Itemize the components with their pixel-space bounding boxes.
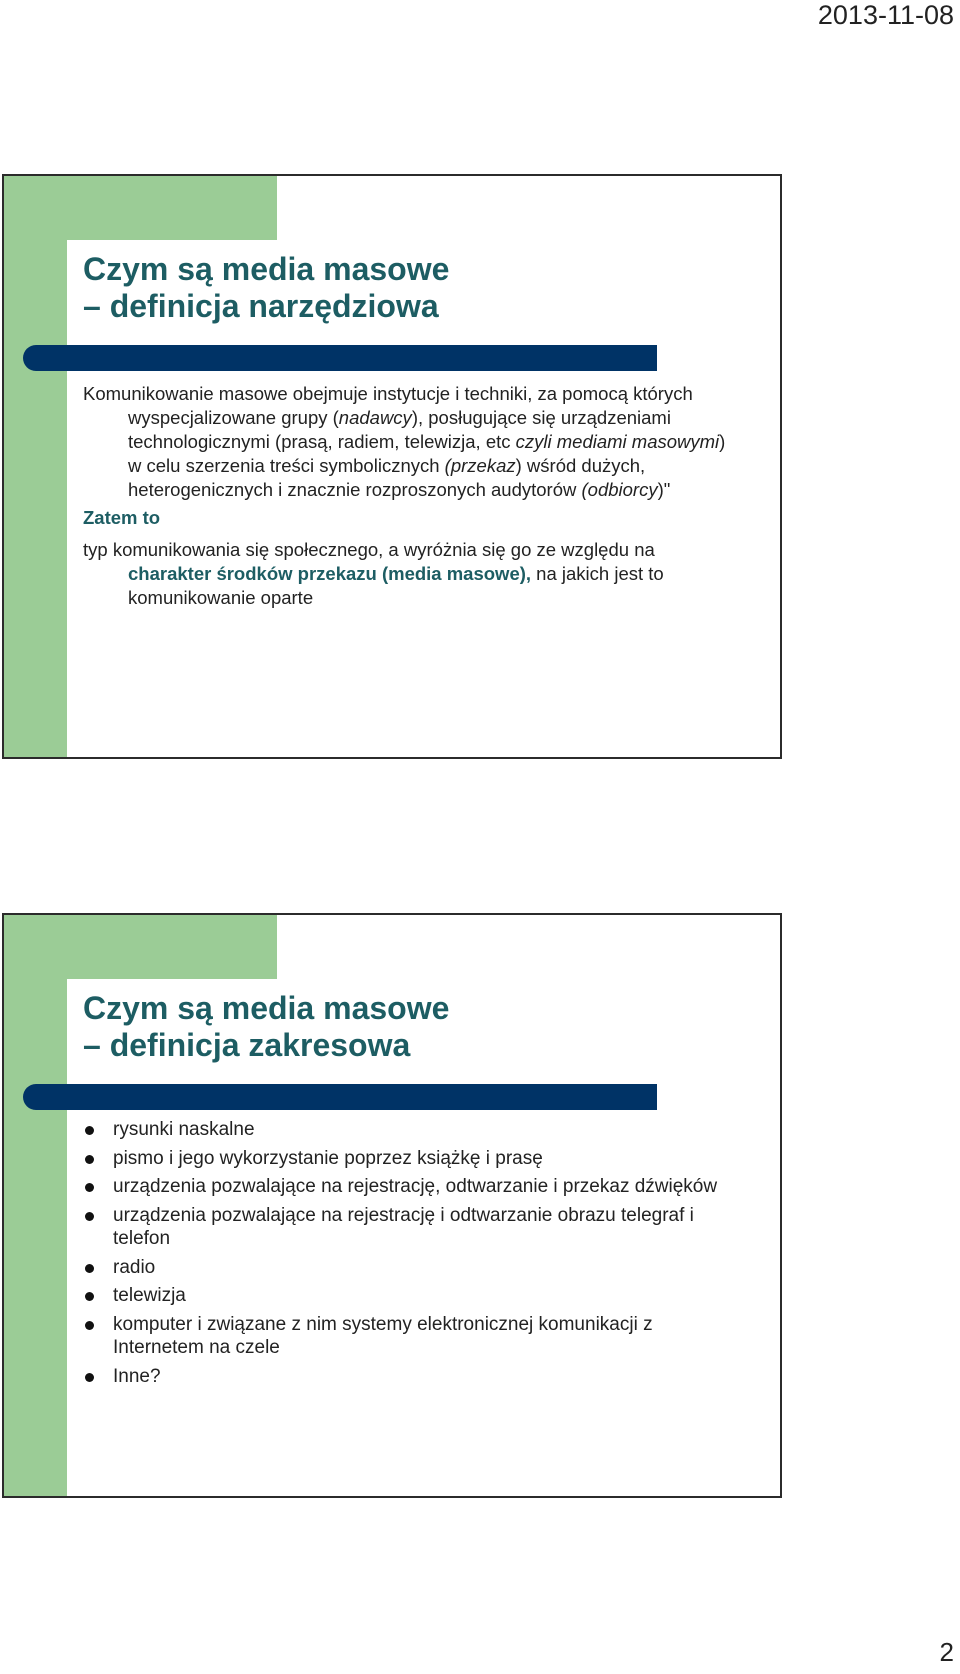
list-item-text: telewizja bbox=[113, 1285, 186, 1306]
slide-1 bbox=[2, 174, 782, 759]
title-underline-bar bbox=[23, 1084, 657, 1110]
list-item-text: radio bbox=[113, 1256, 156, 1278]
zatem-heading: Zatem to bbox=[83, 507, 161, 528]
text-run-bold: charakter środków przekazu (media masowe), bbox=[128, 563, 532, 584]
list-item-text: urządzenia pozwalające na rejestrację i odtwarzanie obrazu telegraf i telefon bbox=[113, 1204, 694, 1249]
list-item-text: Inne? bbox=[113, 1365, 161, 1387]
text-run-italic: (przekaz bbox=[444, 455, 516, 476]
text-run: typ komunikowania się społecznego, a wyróżnia się go ze względu na bbox=[83, 539, 655, 560]
title-line-2: – definicja narzędziowa bbox=[83, 288, 439, 324]
list-item bbox=[83, 1284, 743, 1308]
slide-2 bbox=[2, 913, 782, 1498]
bullet-icon bbox=[85, 1183, 94, 1192]
list-item-text: rysunki naskalne bbox=[113, 1119, 255, 1140]
bullet-list bbox=[83, 1118, 743, 1393]
green-top-bar bbox=[4, 915, 277, 979]
text-run: ) w celu szerzenia treści symbolicznych bbox=[128, 431, 726, 476]
bullet-icon bbox=[85, 1126, 94, 1135]
page-date: 2013-11-08 bbox=[817, 0, 954, 30]
bullet-icon bbox=[85, 1264, 94, 1273]
text-run-italic: (odbiorcy bbox=[581, 479, 658, 500]
text-run: ), posługujące się urządzeniami technologicznymi (prasą, radiem, telewizja, etc bbox=[128, 407, 671, 452]
list-item bbox=[83, 1204, 743, 1251]
title-underline-bar bbox=[23, 345, 657, 371]
conclusion-paragraph bbox=[83, 538, 733, 610]
slide-body bbox=[83, 382, 733, 614]
text-run-italic: nadawcy bbox=[338, 407, 412, 428]
bullet-icon bbox=[85, 1373, 94, 1382]
title-line-2: – definicja zakresowa bbox=[83, 1027, 411, 1063]
slide-title bbox=[83, 251, 449, 325]
green-top-bar bbox=[4, 176, 277, 240]
list-item bbox=[83, 1118, 743, 1142]
list-item bbox=[83, 1313, 743, 1360]
bullet-icon bbox=[85, 1212, 94, 1221]
definition-paragraph bbox=[83, 382, 733, 502]
bullet-icon bbox=[85, 1292, 94, 1301]
text-run: ) wśród dużych, heterogenicznych i znacznie rozproszonych audytorów bbox=[128, 455, 646, 500]
list-item-text: komputer i związane z nim systemy elektronicznej komunikacji z Internetem na czele bbox=[113, 1313, 653, 1358]
bullet-icon bbox=[85, 1321, 94, 1330]
text-run-italic: czyli mediami masowymi bbox=[515, 431, 720, 452]
list-item bbox=[83, 1175, 743, 1199]
list-item bbox=[83, 1147, 743, 1171]
green-side-bar bbox=[4, 915, 67, 1496]
slide-title bbox=[83, 990, 449, 1064]
title-line-1: Czym są media masowe bbox=[83, 251, 450, 287]
title-line-1: Czym są media masowe bbox=[83, 990, 450, 1026]
list-item bbox=[83, 1256, 743, 1280]
text-run: na jakich jest to komunikowanie oparte bbox=[128, 563, 664, 608]
text-run: Komunikowanie masowe obejmuje instytucje i techniki, za pomocą których wyspecjalizowane grupy ( bbox=[83, 383, 693, 428]
list-item-text: urządzenia pozwalające na rejestrację, odtwarzanie i przekaz dźwięków bbox=[113, 1176, 718, 1197]
list-item-text: pismo i jego wykorzystanie poprzez książkę i prasę bbox=[113, 1147, 543, 1169]
page-number: 2 bbox=[939, 1637, 954, 1667]
list-item bbox=[83, 1365, 743, 1389]
green-side-bar bbox=[4, 176, 67, 757]
text-run: )" bbox=[657, 479, 671, 500]
bullet-icon bbox=[85, 1155, 94, 1164]
